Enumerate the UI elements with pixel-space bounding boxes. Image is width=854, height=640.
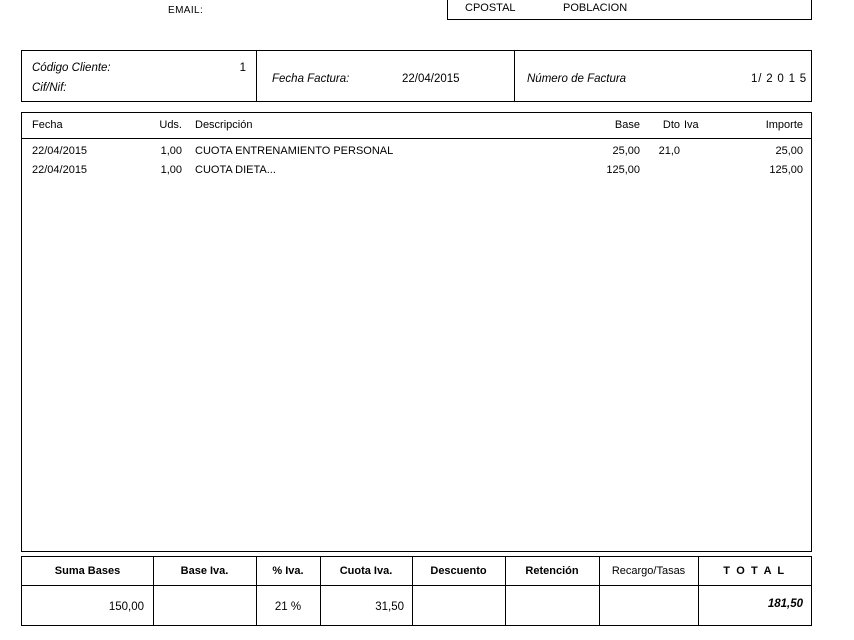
invoice-header-box [21,50,812,102]
totals-header-cuota-iva: Cuota Iva. [339,565,393,577]
cell-descripcion: CUOTA ENTRENAMIENTO PERSONAL [195,145,394,157]
invoice-totals-table [21,556,812,626]
column-header-iva: Iva [684,119,699,131]
poblacion-label: POBLACION [563,2,628,14]
totals-header-pct-iva: % Iva. [272,565,304,577]
totals-header-descuento: Descuento [430,565,487,577]
totals-header-recargo-tasas: Recargo/Tasas [611,565,686,577]
column-header-descripcion: Descripción [195,119,253,131]
cell-uds: 1,00 [160,145,182,157]
numero-factura-label: Número de Factura [527,73,627,85]
totals-header-rule [22,585,811,586]
totals-value-pct-iva: 21 % [274,601,302,613]
totals-value-cuota-iva: 31,50 [375,601,404,613]
totals-header-base-iva: Base Iva. [180,565,229,577]
cell-fecha: 22/04/2015 [32,145,88,157]
column-header-base: Base [614,119,640,131]
address-box [447,0,812,20]
column-header-fecha: Fecha [32,119,63,131]
column-header-dto: Dto [662,119,680,131]
email-label: EMAIL: [168,5,204,16]
header-divider-1 [256,51,257,101]
cell-fecha: 22/04/2015 [32,164,88,176]
cifnif-label: Cif/Nif: [32,82,67,94]
codigo-cliente-value: 1 [239,62,246,74]
detail-header-rule [22,138,811,139]
invoice-lines-table [21,112,812,552]
column-header-importe: Importe [765,119,803,131]
totals-value-suma-bases: 150,00 [108,601,144,613]
table-row [22,164,811,183]
cell-importe: 25,00 [775,145,803,157]
codigo-cliente-label: Código Cliente: [32,62,111,74]
fecha-factura-label: Fecha Factura: [272,73,350,85]
table-row [22,145,811,164]
column-header-uds: Uds. [159,119,182,131]
cell-uds: 1,00 [160,164,182,176]
header-divider-2 [514,51,515,101]
cell-dto: 21,0 [658,145,680,157]
cell-base: 125,00 [606,164,640,176]
cell-descripcion: CUOTA DIETA... [195,164,276,176]
fecha-factura-value: 22/04/2015 [402,73,460,85]
cpostal-label: CPOSTAL [465,2,516,14]
cell-base: 25,00 [612,145,640,157]
totals-header-suma-bases: Suma Bases [54,565,121,577]
cell-importe: 125,00 [769,164,803,176]
numero-factura-value: 1/ 2 0 1 5 [751,73,807,85]
totals-header-total: T O T A L [723,565,786,577]
totals-header-retencion: Retención [525,565,579,577]
totals-value-total: 181,50 [767,598,803,610]
